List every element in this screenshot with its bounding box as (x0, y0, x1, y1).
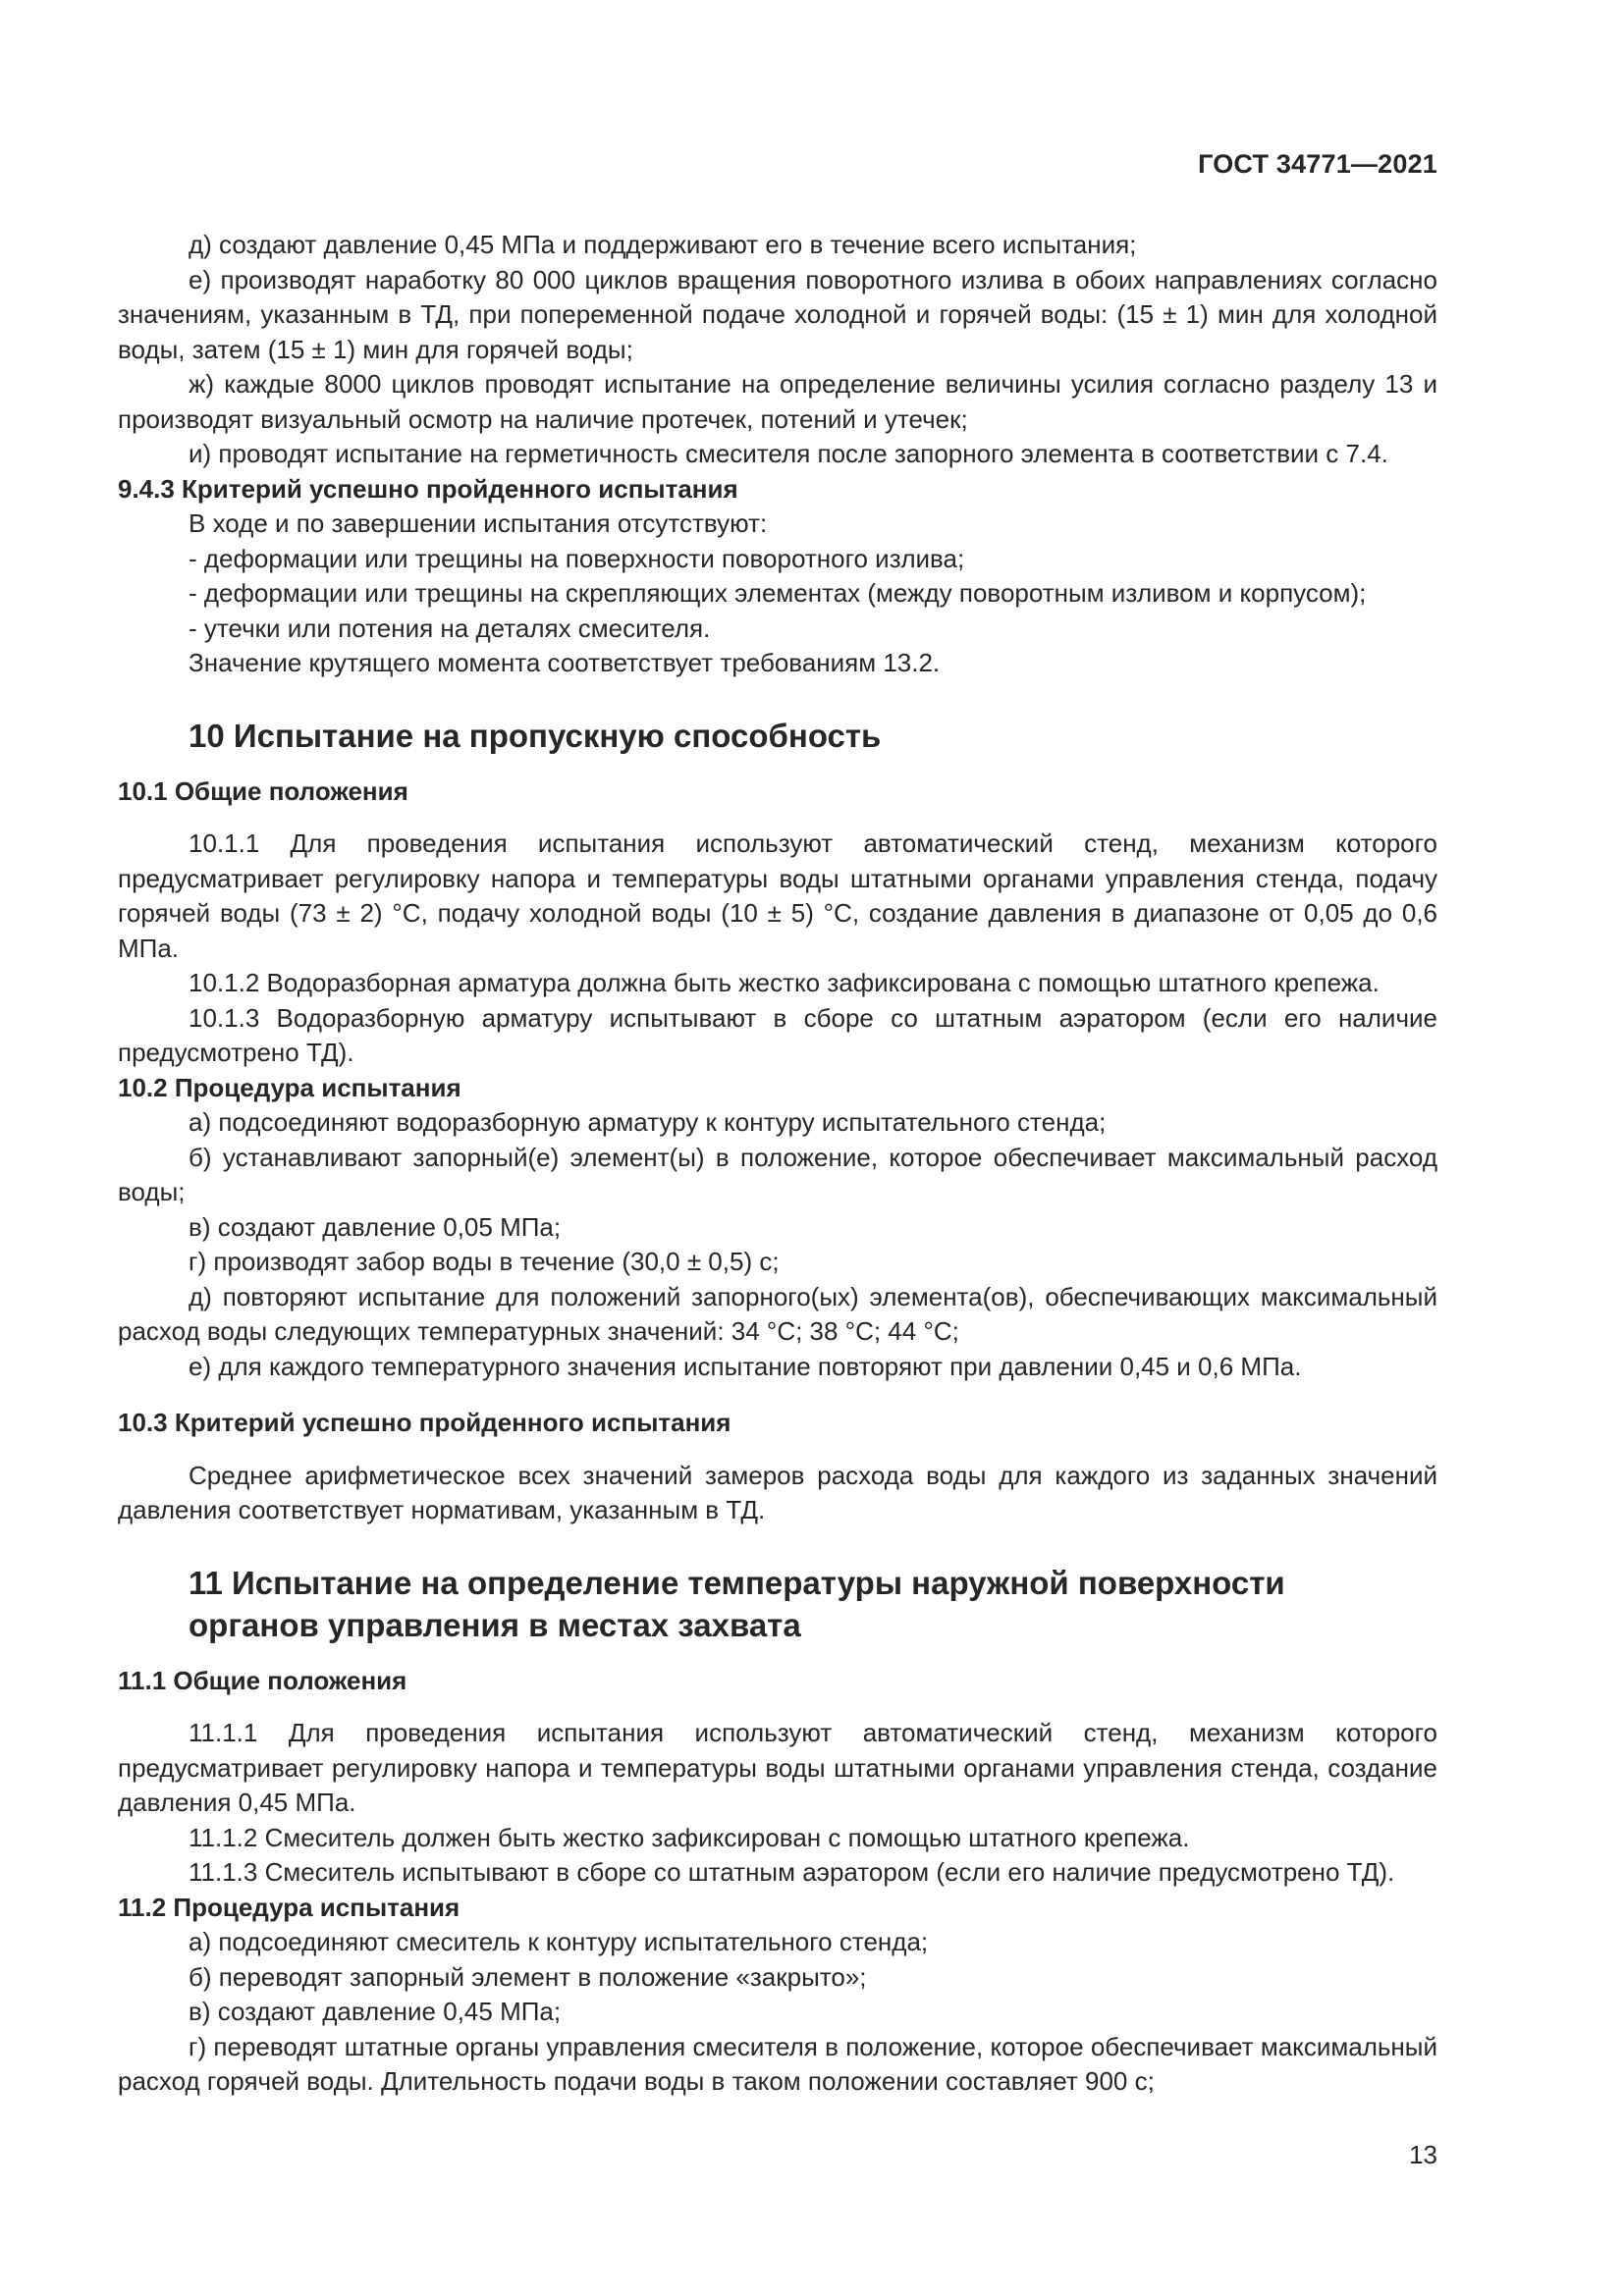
item-11-b: б) переводят запорный элемент в положение «закрыто»; (189, 1961, 867, 1992)
subheading-11-2: 11.2 Процедура испытания (118, 1892, 460, 1922)
document-id: ГОСТ 34771—2021 (1198, 149, 1437, 179)
item-11-g: г) переводят штатные органы управления смесителя в положение, которое обеспечивает максимальный расход горячей воды. Длительность подачи воды в таком положении составляет 900 с; (118, 2031, 1437, 2096)
page-number: 13 (1409, 2140, 1437, 2169)
dash-item-2: - деформации или трещины на скрепляющих элементах (между поворотным изливом и корпусом); (189, 578, 1367, 608)
paragraph-10-3: Среднее арифметическое всех значений замеров расхода воды для каждого из заданных значений давления соответствует нормативам, указанным в ТД. (118, 1460, 1437, 1524)
section-11-title-line2: органов управления в местах захвата (189, 1606, 801, 1643)
item-10-v: в) создают давление 0,05 МПа; (189, 1211, 562, 1242)
paragraph-10-1-3: 10.1.3 Водоразборную арматуру испытывают в сборе со штатным аэратором (если его наличие предусмотрено ТД). (118, 1002, 1437, 1067)
item-9-d: д) создают давление 0,45 МПа и поддерживают его в течение всего испытания; (189, 230, 1137, 259)
item-10-b: б) устанавливают запорный(е) элемент(ы) в положение, которое обеспечивает максимальный расход воды; (118, 1142, 1437, 1206)
paragraph-11-1-3: 11.1.3 Смеситель испытывают в сборе со штатным аэратором (если его наличие предусмотрено ТД). (189, 1857, 1395, 1887)
section-11-title-line1: 11 Испытание на определение температуры наружной поверхности (189, 1564, 1285, 1601)
paragraph-10-1-2: 10.1.2 Водоразборная арматура должна быть жестко зафиксирована с помощью штатного крепежа. (189, 968, 1380, 997)
subheading-10-2: 10.2 Процедура испытания (118, 1072, 461, 1102)
item-10-a: а) подсоединяют водоразборную арматуру к контуру испытательного стенда; (189, 1107, 1107, 1137)
item-10-g: г) производят забор воды в течение (30,0 ± 0,5) с; (189, 1247, 780, 1276)
item-11-a: а) подсоединяют смеситель к контуру испытательного стенда; (189, 1927, 929, 1956)
item-10-e: е) для каждого температурного значения испытание повторяют при давлении 0,45 и 0,6 МПа. (189, 1351, 1302, 1381)
section-10-title: 10 Испытание на пропускную способность (189, 717, 882, 754)
item-11-v: в) создают давление 0,45 МПа; (189, 1997, 562, 2026)
item-9-i: и) проводят испытание на герметичность смесителя после запорного элемента в соответствии с 7.4. (189, 439, 1388, 468)
subheading-10-1: 10.1 Общие положения (118, 775, 408, 806)
paragraph-11-1-2: 11.1.2 Смеситель должен быть жестко зафиксирован с помощью штатного крепежа. (189, 1822, 1190, 1852)
paragraph-torque: Значение крутящего момента соответствует требованиям 13.2. (189, 648, 941, 677)
item-9-zh: ж) каждые 8000 циклов проводят испытание на определение величины усилия согласно разделу 13 и производят визуальный осмотр на наличие протечек, потений и утечек; (118, 369, 1437, 434)
subheading-9-4-3: 9.4.3 Критерий успешно пройденного испытания (118, 473, 738, 504)
item-10-d: д) повторяют испытание для положений запорного(ых) элемента(ов), обеспечивающих максимальный расход воды следующих температурных значений: 34 °С; 38 °С; 44 °С; (118, 1281, 1437, 1346)
dash-item-1: - деформации или трещины на поверхности поворотного излива; (189, 543, 965, 573)
page-content (118, 228, 1437, 2100)
dash-item-3: - утечки или потения на деталях смесителя. (189, 613, 711, 643)
item-9-e: е) производят наработку 80 000 циклов вращения поворотного излива в обоих направлениях согласно значениям, указанным в ТД, при попеременной подаче холодной и горячей воды: (15 ± 1) мин для холодной воды, затем (15 ± 1) мин для горячей воды; (118, 264, 1437, 364)
paragraph-9-intro: В ходе и по завершении испытания отсутствуют: (189, 508, 768, 538)
section-11-title (189, 1562, 1437, 1646)
subheading-10-3: 10.3 Критерий успешно пройденного испытания (118, 1408, 731, 1437)
paragraph-11-1-1: 11.1.1 Для проведения испытания используют автоматический стенд, механизм которого предусматривает регулировку напора и температуры воды штатными органами управления стенда, создание давления 0,45 МПа. (118, 1718, 1437, 1817)
paragraph-10-1-1: 10.1.1 Для проведения испытания используют автоматический стенд, механизм которого предусматривает регулировку напора и температуры воды штатными органами управления стенда, подачу горячей воды (73 ± 2) °С, подачу холодной воды (10 ± 5) °С, создание давления в диапазоне от 0,05 до 0,6 МПа. (118, 828, 1437, 963)
subheading-11-1: 11.1 Общие положения (118, 1665, 407, 1695)
